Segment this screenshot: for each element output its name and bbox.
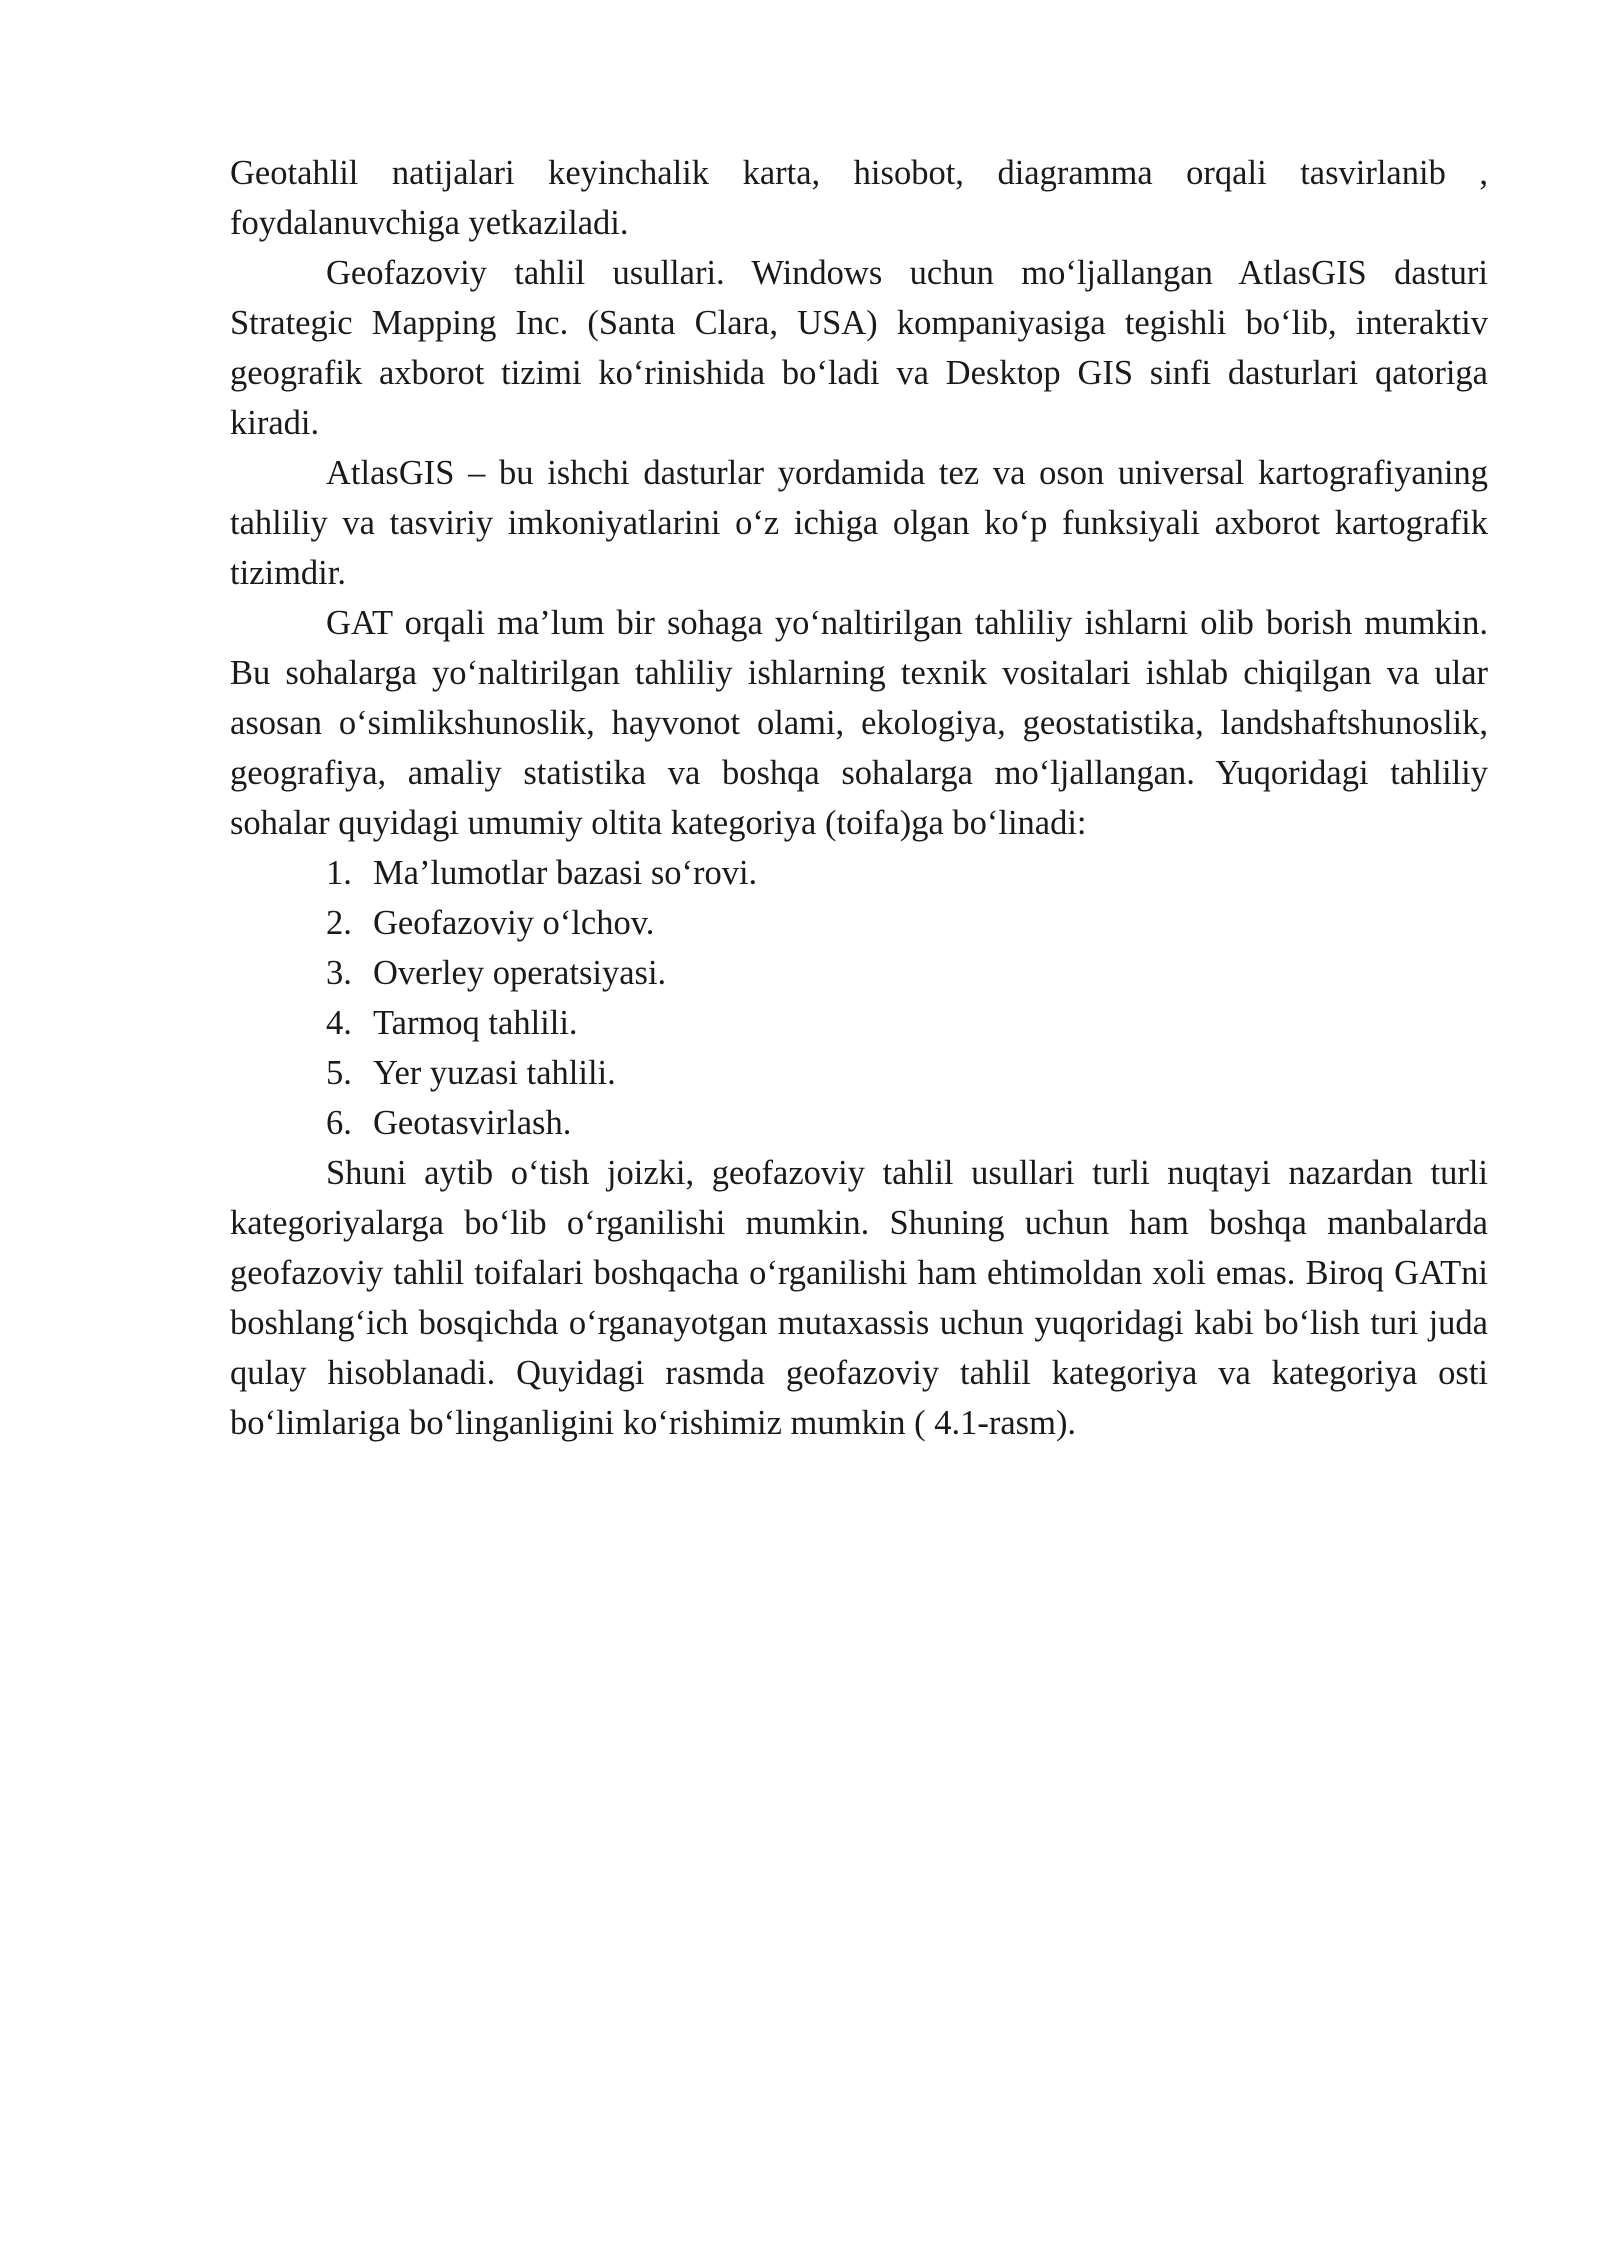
list-item — [230, 1048, 1488, 1098]
list-item — [230, 948, 1488, 998]
list-text: Ma’lumotlar bazasi so‘rovi. — [373, 854, 758, 892]
list-text: Tarmoq tahlili. — [373, 1004, 578, 1042]
paragraph-gat-categories: GAT orqali ma’lum bir sohaga yo‘naltirilgan tahliliy ishlarni olib borish mumkin. Bu sohalarga yo‘naltirilgan tahliliy ishlarning texnik vositalari ishlab chiqilgan va ular asosan o‘simlikshunoslik, hayvonot olami, ekologiya, geostatistika, landshaftshunoslik, geografiya, amaliy statistika va boshqa sohalarga mo‘ljallangan. Yuqoridagi tahliliy sohalar quyidagi umumiy oltita kategoriya (toifa)ga bo‘linadi: — [230, 604, 1488, 842]
list-number: 2. — [326, 904, 352, 942]
list-text: Overley operatsiyasi. — [373, 954, 667, 992]
paragraph-intro: Geotahlil natijalari keyinchalik karta, hisobot, diagramma orqali tasvirlanib , foydalanuvchiga yetkaziladi. — [230, 154, 1488, 242]
list-item — [230, 998, 1488, 1048]
category-list — [230, 848, 1488, 1148]
list-item — [230, 848, 1488, 898]
paragraph-atlasgis: AtlasGIS – bu ishchi dasturlar yordamida tez va oson universal kartografiyaning tahliliy va tasviriy imkoniyatlarini o‘z ichiga olgan ko‘p funksiyali axborot kartografik tizimdir. — [230, 454, 1488, 592]
paragraph-methods: Geofazoviy tahlil usullari. Windows uchun mo‘ljallangan AtlasGIS dasturi Strategic Mapping Inc. (Santa Clara, USA) kompaniyasiga tegishli bo‘lib, interaktiv geografik axborot tizimi ko‘rinishida bo‘ladi va Desktop GIS sinfi dasturlari qatoriga kiradi. — [230, 254, 1488, 442]
list-number: 1. — [326, 854, 352, 892]
list-item — [230, 1098, 1488, 1148]
list-number: 5. — [326, 1054, 352, 1092]
list-text: Geofazoviy o‘lchov. — [373, 904, 655, 942]
list-number: 4. — [326, 1004, 352, 1042]
list-number: 3. — [326, 954, 352, 992]
document-page — [230, 148, 1488, 1448]
list-text: Geotasvirlash. — [373, 1104, 572, 1142]
paragraph-conclusion: Shuni aytib o‘tish joizki, geofazoviy tahlil usullari turli nuqtayi nazardan turli kategoriyalarga bo‘lib o‘rganilishi mumkin. Shuning uchun ham boshqa manbalarda geofazoviy tahlil toifalari boshqacha o‘rganilishi ham ehtimoldan xoli emas. Biroq GATni boshlang‘ich bosqichda o‘rganayotgan mutaxassis uchun yuqoridagi kabi bo‘lish turi juda qulay hisoblanadi. Quyidagi rasmda geofazoviy tahlil kategoriya va kategoriya osti bo‘limlariga bo‘linganligini ko‘rishimiz mumkin ( 4.1-rasm). — [230, 1154, 1488, 1442]
list-item — [230, 898, 1488, 948]
list-text: Yer yuzasi tahlili. — [373, 1054, 616, 1092]
list-number: 6. — [326, 1104, 352, 1142]
